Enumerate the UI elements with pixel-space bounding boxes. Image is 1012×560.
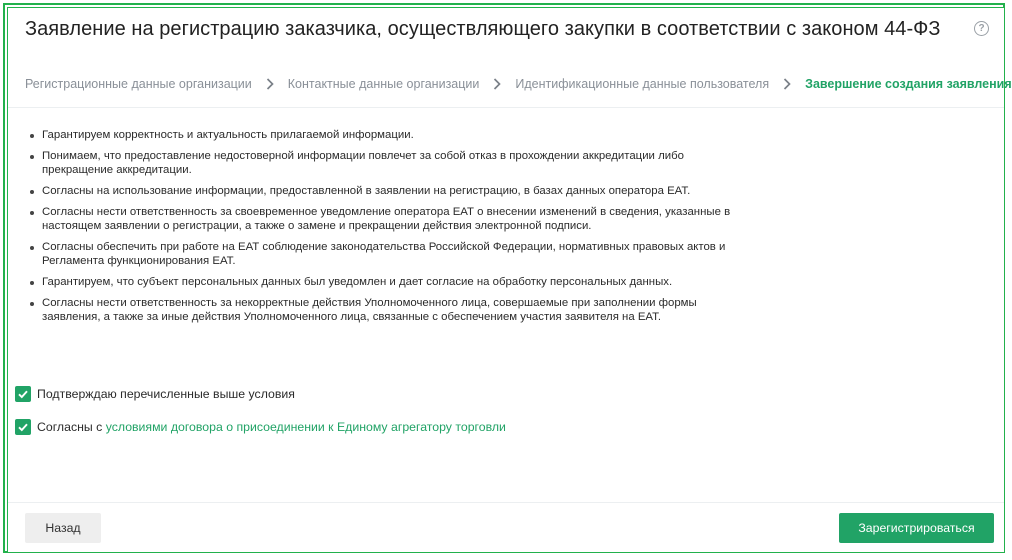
term-text: Согласны нести ответственность за некорректные действия Уполномоченного лица, совершаемые при заполнении формы заявления, а также за иные действия Уполномоченного лица, связанные с обеспечением участия заявителя на ЕАТ.: [42, 297, 697, 323]
list-item: [25, 275, 755, 289]
question-circle-icon[interactable]: ?: [974, 21, 989, 36]
bullet-icon: [30, 134, 34, 138]
agree-checkbox-prefix: Согласны с: [37, 420, 106, 434]
term-text: Согласны обеспечить при работе на ЕАТ соблюдение законодательства Российской Федерации, нормативных правовых актов и Регламента функционирования ЕАТ.: [42, 241, 726, 267]
list-item: [25, 205, 755, 233]
list-item: [25, 128, 755, 142]
back-button[interactable]: Назад: [25, 513, 101, 543]
list-item: [25, 184, 755, 198]
header-divider: [8, 107, 1004, 108]
step-completion[interactable]: Завершение создания заявления: [805, 77, 1012, 91]
confirm-checkbox-row[interactable]: [15, 386, 295, 402]
chevron-right-icon: [778, 75, 796, 93]
chevron-right-icon: [488, 75, 506, 93]
chevron-right-icon: [261, 75, 279, 93]
agree-checkbox[interactable]: [15, 419, 31, 435]
agree-checkbox-row[interactable]: [15, 419, 506, 435]
term-text: Гарантируем, что субъект персональных данных был уведомлен и дает согласие на обработку персональных данных.: [42, 276, 673, 288]
term-text: Понимаем, что предоставление недостоверной информации повлечет за собой отказ в прохождении аккредитации либо прекращение аккредитации.: [42, 150, 684, 176]
bullet-icon: [30, 246, 34, 250]
checkmark-icon: [17, 388, 29, 400]
list-item: [25, 296, 755, 324]
bullet-icon: [30, 155, 34, 159]
registration-panel: [7, 7, 1012, 553]
terms-list: [25, 128, 755, 331]
footer-divider: [8, 502, 1004, 503]
term-text: Согласны на использование информации, предоставленной в заявлении на регистрацию, в базах данных оператора ЕАТ.: [42, 185, 691, 197]
bullet-icon: [30, 211, 34, 215]
checkmark-icon: [17, 421, 29, 433]
bullet-icon: [30, 302, 34, 306]
list-item: [25, 149, 755, 177]
bullet-icon: [30, 281, 34, 285]
confirm-checkbox[interactable]: [15, 386, 31, 402]
page-title: Заявление на регистрацию заказчика, осуществляющего закупки в соответствии с законом 44-ФЗ: [25, 18, 941, 40]
contract-terms-link[interactable]: условиями договора о присоединении к Единому агрегатору торговли: [105, 420, 506, 434]
term-text: Гарантируем корректность и актуальность прилагаемой информации.: [42, 129, 414, 141]
step-user-identification[interactable]: Идентификационные данные пользователя: [515, 77, 770, 91]
term-text: Согласны нести ответственность за своевременное уведомление оператора ЕАТ о внесении изменений в сведения, указанные в настоящем заявлении о регистрации, а также о замене и прекращении действия электронной подписи.: [42, 206, 731, 232]
confirm-checkbox-label[interactable]: Подтверждаю перечисленные выше условия: [37, 387, 295, 401]
bullet-icon: [30, 190, 34, 194]
register-button[interactable]: Зарегистрироваться: [839, 513, 994, 543]
list-item: [25, 240, 755, 268]
footer-bar: [8, 502, 1004, 552]
step-registration-data[interactable]: Регистрационные данные организации: [25, 77, 252, 91]
breadcrumb-steps: [25, 74, 1012, 94]
step-contact-data[interactable]: Контактные данные организации: [287, 77, 480, 91]
